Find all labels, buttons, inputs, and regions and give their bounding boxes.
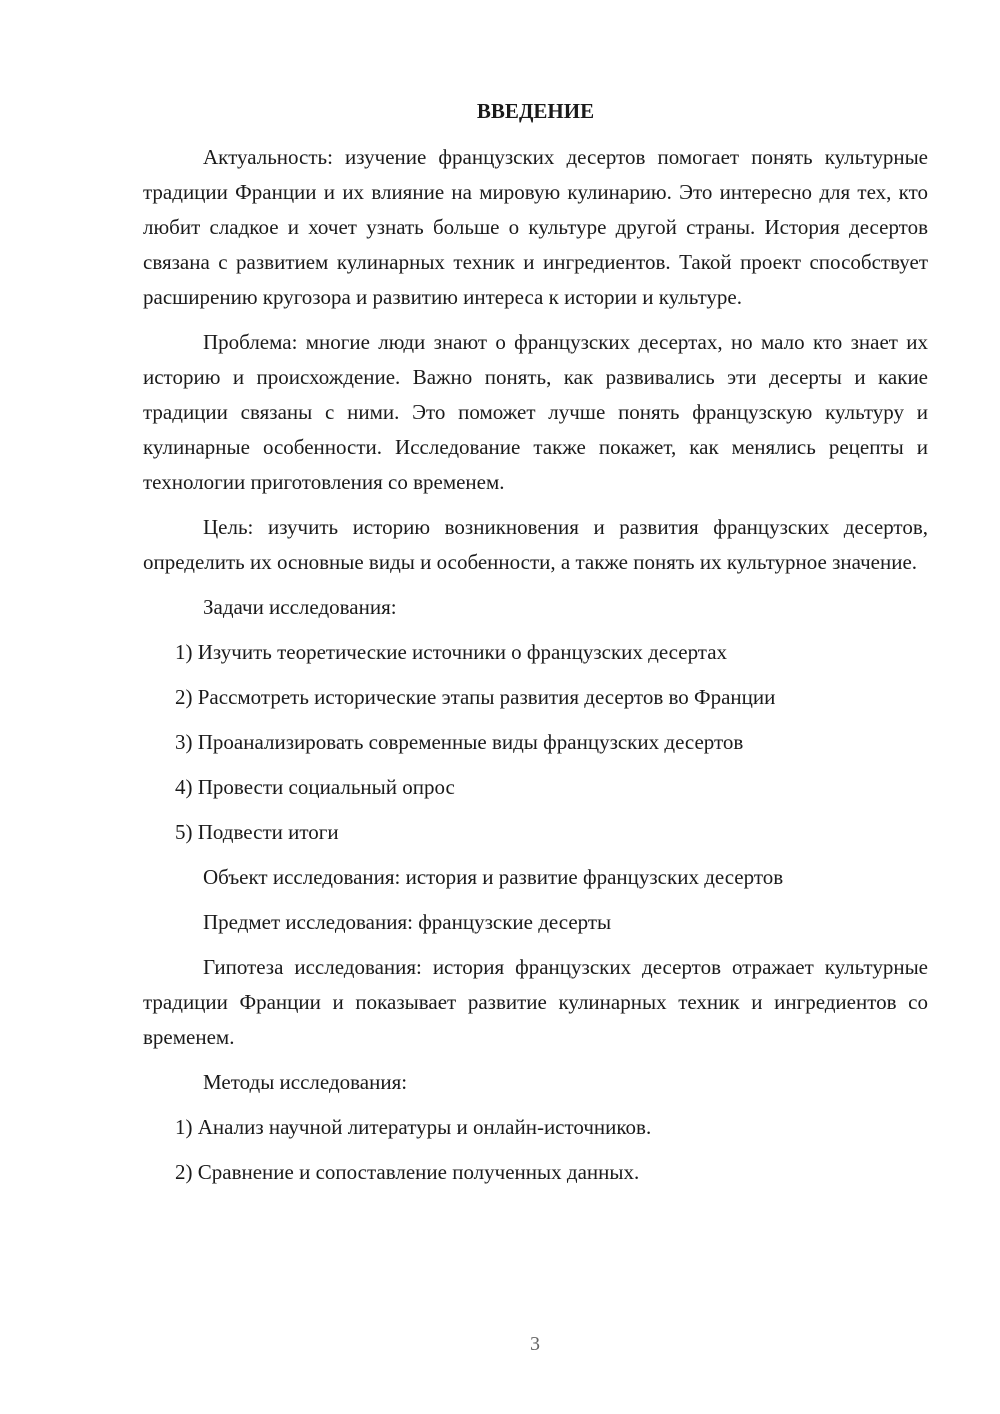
- relevance-paragraph: Актуальность: изучение французских десертов помогает понять культурные традиции Франции и их влияние на мировую кулинарию. Это интересно для тех, кто любит сладкое и хочет узнать больше о культуре другой страны. История десертов связана с развитием кулинарных техник и ингредиентов. Такой проект способствует расширению кругозора и развитию интереса к истории и культуре.: [143, 145, 928, 309]
- subject-line: Предмет исследования: французские десерты: [203, 910, 612, 934]
- goal-paragraph: Цель: изучить историю возникновения и развития французских десертов, определить их основные виды и особенности, а также понять их культурное значение.: [143, 515, 928, 574]
- methods-heading: Методы исследования:: [203, 1070, 408, 1094]
- task-item: 1) Изучить теоретические источники о французских десертах: [175, 640, 728, 664]
- task-item: 5) Подвести итоги: [175, 820, 339, 844]
- document-page: [143, 96, 928, 1200]
- problem-paragraph: Проблема: многие люди знают о французских десертах, но мало кто знает их историю и происхождение. Важно понять, как развивались эти десерты и какие традиции связаны с ними. Это поможет лучше понять французскую культуру и кулинарные особенности. Исследование также покажет, как менялись рецепты и технологии приготовления со временем.: [143, 330, 928, 494]
- tasks-list: [143, 635, 928, 850]
- methods-list: [143, 1110, 928, 1190]
- task-item: 3) Проанализировать современные виды французских десертов: [175, 730, 744, 754]
- hypothesis-paragraph: Гипотеза исследования: история французских десертов отражает культурные традиции Франции и показывает развитие кулинарных техник и ингредиентов со временем.: [143, 955, 928, 1049]
- method-item: 2) Сравнение и сопоставление полученных данных.: [175, 1160, 640, 1184]
- method-item: 1) Анализ научной литературы и онлайн-источников.: [175, 1115, 652, 1139]
- object-line: Объект исследования: история и развитие французских десертов: [203, 865, 784, 889]
- page-number: 3: [530, 1333, 540, 1355]
- task-item: 4) Провести социальный опрос: [175, 775, 455, 799]
- tasks-heading: Задачи исследования:: [203, 595, 397, 619]
- task-item: 2) Рассмотреть исторические этапы развития десертов во Франции: [175, 685, 776, 709]
- section-heading: ВВЕДЕНИЕ: [476, 99, 595, 123]
